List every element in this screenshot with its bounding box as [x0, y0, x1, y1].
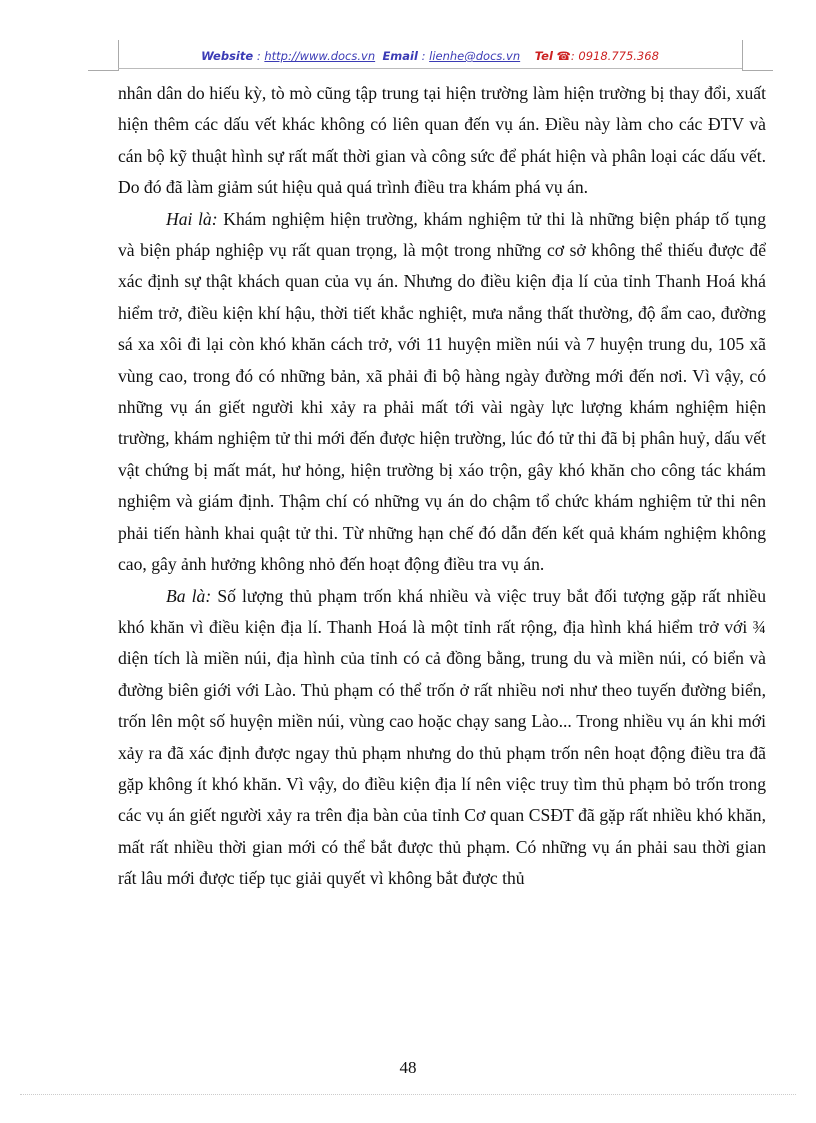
- email-label: Email: [382, 49, 418, 63]
- tel-value: : 0918.775.368: [570, 49, 659, 63]
- footer-divider: [20, 1094, 796, 1095]
- website-label: Website: [201, 49, 254, 63]
- email-link[interactable]: lienhe@docs.vn: [429, 49, 521, 63]
- website-link[interactable]: http://www.docs.vn: [264, 49, 376, 63]
- email-separator: :: [417, 49, 430, 63]
- tel-label: Tel: [534, 49, 553, 63]
- crop-mark-top-left: [88, 40, 119, 71]
- paragraph-hai-la: [118, 204, 766, 581]
- header-divider: [118, 68, 742, 69]
- paragraph-lead: Ba là:: [166, 585, 212, 606]
- paragraph-ba-la: [118, 581, 766, 895]
- paragraph-text: Số lượng thủ phạm trốn khá nhiều và việc truy bắt đối tượng gặp rất nhiều khó khăn vì điều kiện địa lí. Thanh Hoá là một tỉnh rất rộng, địa hình khá hiểm trở với ¾ diện tích là miền núi, địa hình của tỉnh có cả đồng bằng, trung du và miền núi, có biển và đường biên giới với Lào. Thủ phạm có thể trốn ở rất nhiều nơi như theo tuyến đường biển, trốn lên một số huyện miền núi, vùng cao hoặc chạy sang Lào... Trong nhiều vụ án khi mới xảy ra đã xác định được ngay thủ phạm nhưng do thủ phạm trốn nên hoạt động điều tra đã gặp không ít khó khăn. Vì vậy, do điều kiện địa lí nên việc truy tìm thủ phạm bỏ trốn trong các vụ án giết người xảy ra trên địa bàn của tỉnh Cơ quan CSĐT đã gặp rất nhiều khó khăn, mất rất nhiều thời gian mới có thể bắt được thủ phạm. Có những vụ án phải sau thời gian rất lâu mới được tiếp tục giải quyết vì không bắt được thủ: [118, 585, 766, 889]
- document-body: [118, 78, 766, 895]
- paragraph-lead: Hai là:: [166, 208, 218, 229]
- paragraph-text: Khám nghiệm hiện trường, khám nghiệm tử thi là những biện pháp tố tụng và biện pháp nghiệp vụ rất quan trọng, là một trong những cơ sở không thể thiếu được để xác định sự thật khách quan của vụ án. Nhưng do điều kiện địa lí của tỉnh Thanh Hoá khá hiểm trở, điều kiện khí hậu, thời tiết khắc nghiệt, mưa nắng thất thường, độ ẩm cao, đường sá xa xôi đi lại còn khó khăn cách trở, với 11 huyện miền núi và 7 huyện trung du, 105 xã vùng cao, trong đó có những bản, xã phải đi bộ hàng ngày đường mới đến nơi. Vì vậy, có những vụ án giết người khi xảy ra phải mất tới vài ngày lực lượng khám nghiệm hiện trường, khám nghiệm tử thi mới đến được hiện trường, lúc đó tử thi đã bị phân huỷ, dấu vết vật chứng bị mất mát, hư hỏng, hiện trường bị xáo trộn, gây khó khăn cho công tác khám nghiệm và giám định. Thậm chí có những vụ án do chậm tổ chức khám nghiệm tử thi nên phải tiến hành khai quật tử thi. Từ những hạn chế đó dẫn đến kết quả khám nghiệm không cao, gây ảnh hưởng không nhỏ đến hoạt động điều tra vụ án.: [118, 208, 766, 575]
- page-number: 48: [399, 1058, 417, 1077]
- page-header: [118, 49, 742, 63]
- paragraph-text: nhân dân do hiếu kỳ, tò mò cũng tập trung tại hiện trường làm hiện trường bị thay đổi, xuất hiện thêm các dấu vết khác không có liên quan đến vụ án. Điều này làm cho các ĐTV và cán bộ kỹ thuật hình sự rất mất thời gian và công sức để phát hiện và phân loại các dấu vết. Do đó đã làm giảm sút hiệu quả quá trình điều tra khám phá vụ án.: [118, 83, 766, 198]
- paragraph-continued: [118, 78, 766, 204]
- website-separator: :: [253, 49, 265, 63]
- crop-mark-top-right: [742, 40, 773, 71]
- phone-icon: ☎: [556, 49, 571, 63]
